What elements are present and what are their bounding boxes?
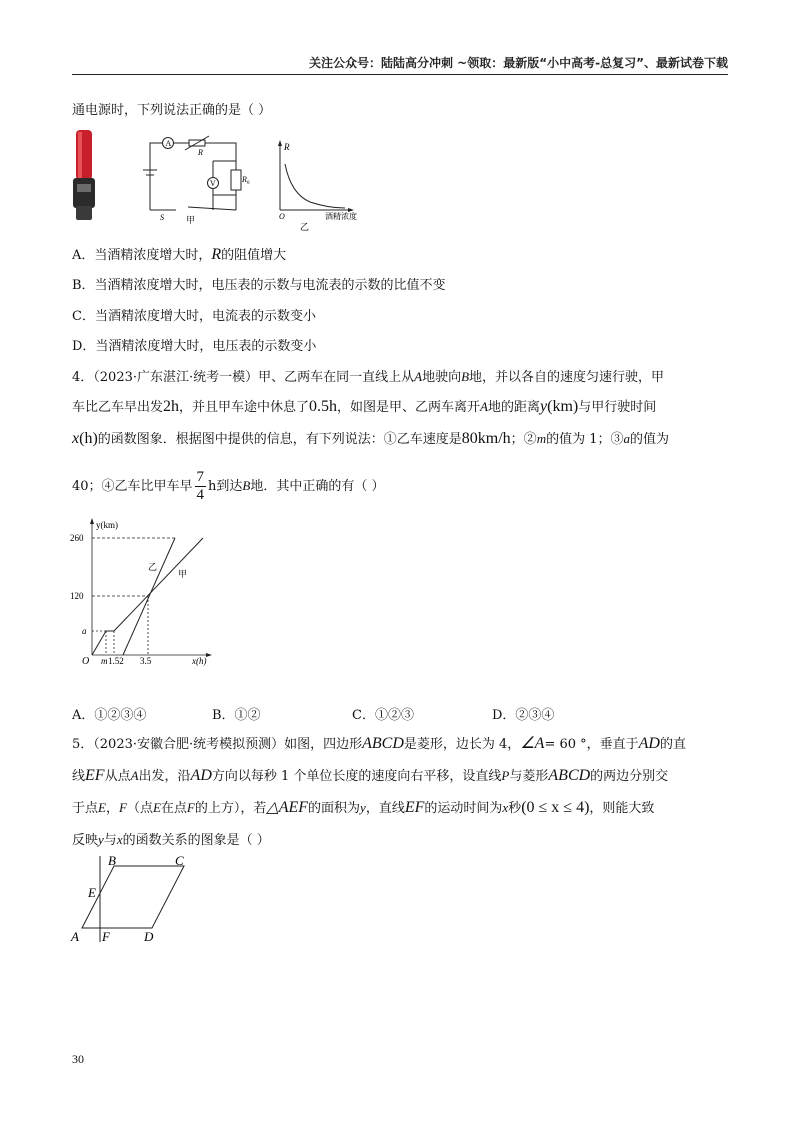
ammeter-label: A xyxy=(165,139,172,148)
q3-intro: 通电源时，下列说法正确的是（ ） xyxy=(72,103,272,118)
fraction-7-4: $\frac{7}{4}$ xyxy=(196,469,205,503)
q4-line-4: 40；④乙车比甲车早 $\frac{7}{4}$ h到达B地．其中正确的有（ ） xyxy=(72,469,385,503)
q4-line-2: 车比乙车早出发2h，并且甲车途中休息了0.5h，如图是甲、乙两车离开A地的距离y(km)与甲行驶时间 xyxy=(72,398,657,415)
page-header: 关注公众号：陆陆高分冲刺 ~领取：最新版“小中高考-总复习”、最新试卷下载 xyxy=(309,56,728,70)
q4-line-1: 4．（2023·广东湛江·统考一模）甲、乙两车在同一直线上从A地驶向B地，并以各自的速度匀速行驶，甲 xyxy=(72,369,665,385)
line-label-yi: 乙 xyxy=(148,562,158,572)
tick-260: 260 xyxy=(70,533,84,543)
rheostat-label: R xyxy=(198,148,203,157)
line-label-jia: 甲 xyxy=(178,569,188,579)
tick-a: a xyxy=(82,626,87,636)
q4-option-c: C．①②③ xyxy=(352,708,414,723)
q3-option-c: C．当酒精浓度增大时，电流表的示数变小 xyxy=(72,309,316,324)
q5-line-3: 于点E，F（点E在点F的上方），若△AEF的面积为y，直线EF的运动时间为x秒(0 ≤ x ≤ 4)，则能大致 xyxy=(72,799,655,816)
circuit-diagram xyxy=(138,135,248,227)
tick-3-5: 3.5 xyxy=(140,656,152,666)
graph-origin: O xyxy=(82,656,90,667)
q4-option-b: B．①② xyxy=(212,708,261,723)
breathalyzer-photo xyxy=(68,128,102,224)
q5-line-4: 反映y与x的函数关系的图象是（ ） xyxy=(72,832,270,848)
graph-origin: O xyxy=(279,212,285,221)
vertex-a-label: A xyxy=(71,929,79,944)
tick-m: m xyxy=(101,656,108,666)
voltmeter-label: V xyxy=(210,179,216,188)
graph-x-label: x(h) xyxy=(192,656,207,666)
resistance-graph xyxy=(270,140,375,232)
r0-label: R xyxy=(242,175,247,184)
circuit-caption: 甲 xyxy=(186,215,196,225)
header-rule xyxy=(72,74,728,75)
q5-line-2: 线EF从点A出发，沿AD方向以每秒 1 个单位长度的速度向右平移，设直线P与菱形ABCD的两边分别交 xyxy=(72,767,669,784)
rhombus-figure xyxy=(68,852,198,952)
tick-120: 120 xyxy=(70,591,84,601)
point-f-label: F xyxy=(102,929,110,944)
q4-line-3: x(h)的函数图象．根据图中提供的信息，有下列说法：①乙车速度是80km/h；②m的值为 1；③a的值为 xyxy=(72,430,669,447)
graph-y-label: R xyxy=(284,142,290,152)
graph-y-label: y(km) xyxy=(96,520,118,530)
r0-subscript: 0 xyxy=(247,181,250,186)
vertex-c-label: C xyxy=(175,853,184,868)
q4-option-d: D．②③④ xyxy=(492,708,555,723)
q4-options xyxy=(72,704,732,722)
point-e-label: E xyxy=(88,885,96,900)
graph-caption: 乙 xyxy=(300,222,310,232)
switch-label: S xyxy=(160,213,164,222)
graph-x-label: 酒精浓度 xyxy=(325,212,357,221)
q4-option-a: A．①②③④ xyxy=(72,708,147,723)
page-number: 30 xyxy=(72,1052,84,1066)
vertex-d-label: D xyxy=(144,929,154,944)
tick-1-52: 1.52 xyxy=(108,656,124,666)
q3-option-b: B．当酒精浓度增大时，电压表的示数与电流表的示数的比值不变 xyxy=(72,278,446,293)
q3-option-a: A．当酒精浓度增大时，R的阻值增大 xyxy=(72,246,287,263)
q5-line-1: 5．（2023·安徽合肥·统考模拟预测）如图，四边形ABCD是菱形，边长为 4，∠A= 60 °，垂直于AD的直 xyxy=(72,735,686,752)
distance-time-graph xyxy=(70,518,220,668)
vertex-b-label: B xyxy=(108,853,116,868)
q3-option-d: D．当酒精浓度增大时，电压表的示数变小 xyxy=(72,339,317,354)
